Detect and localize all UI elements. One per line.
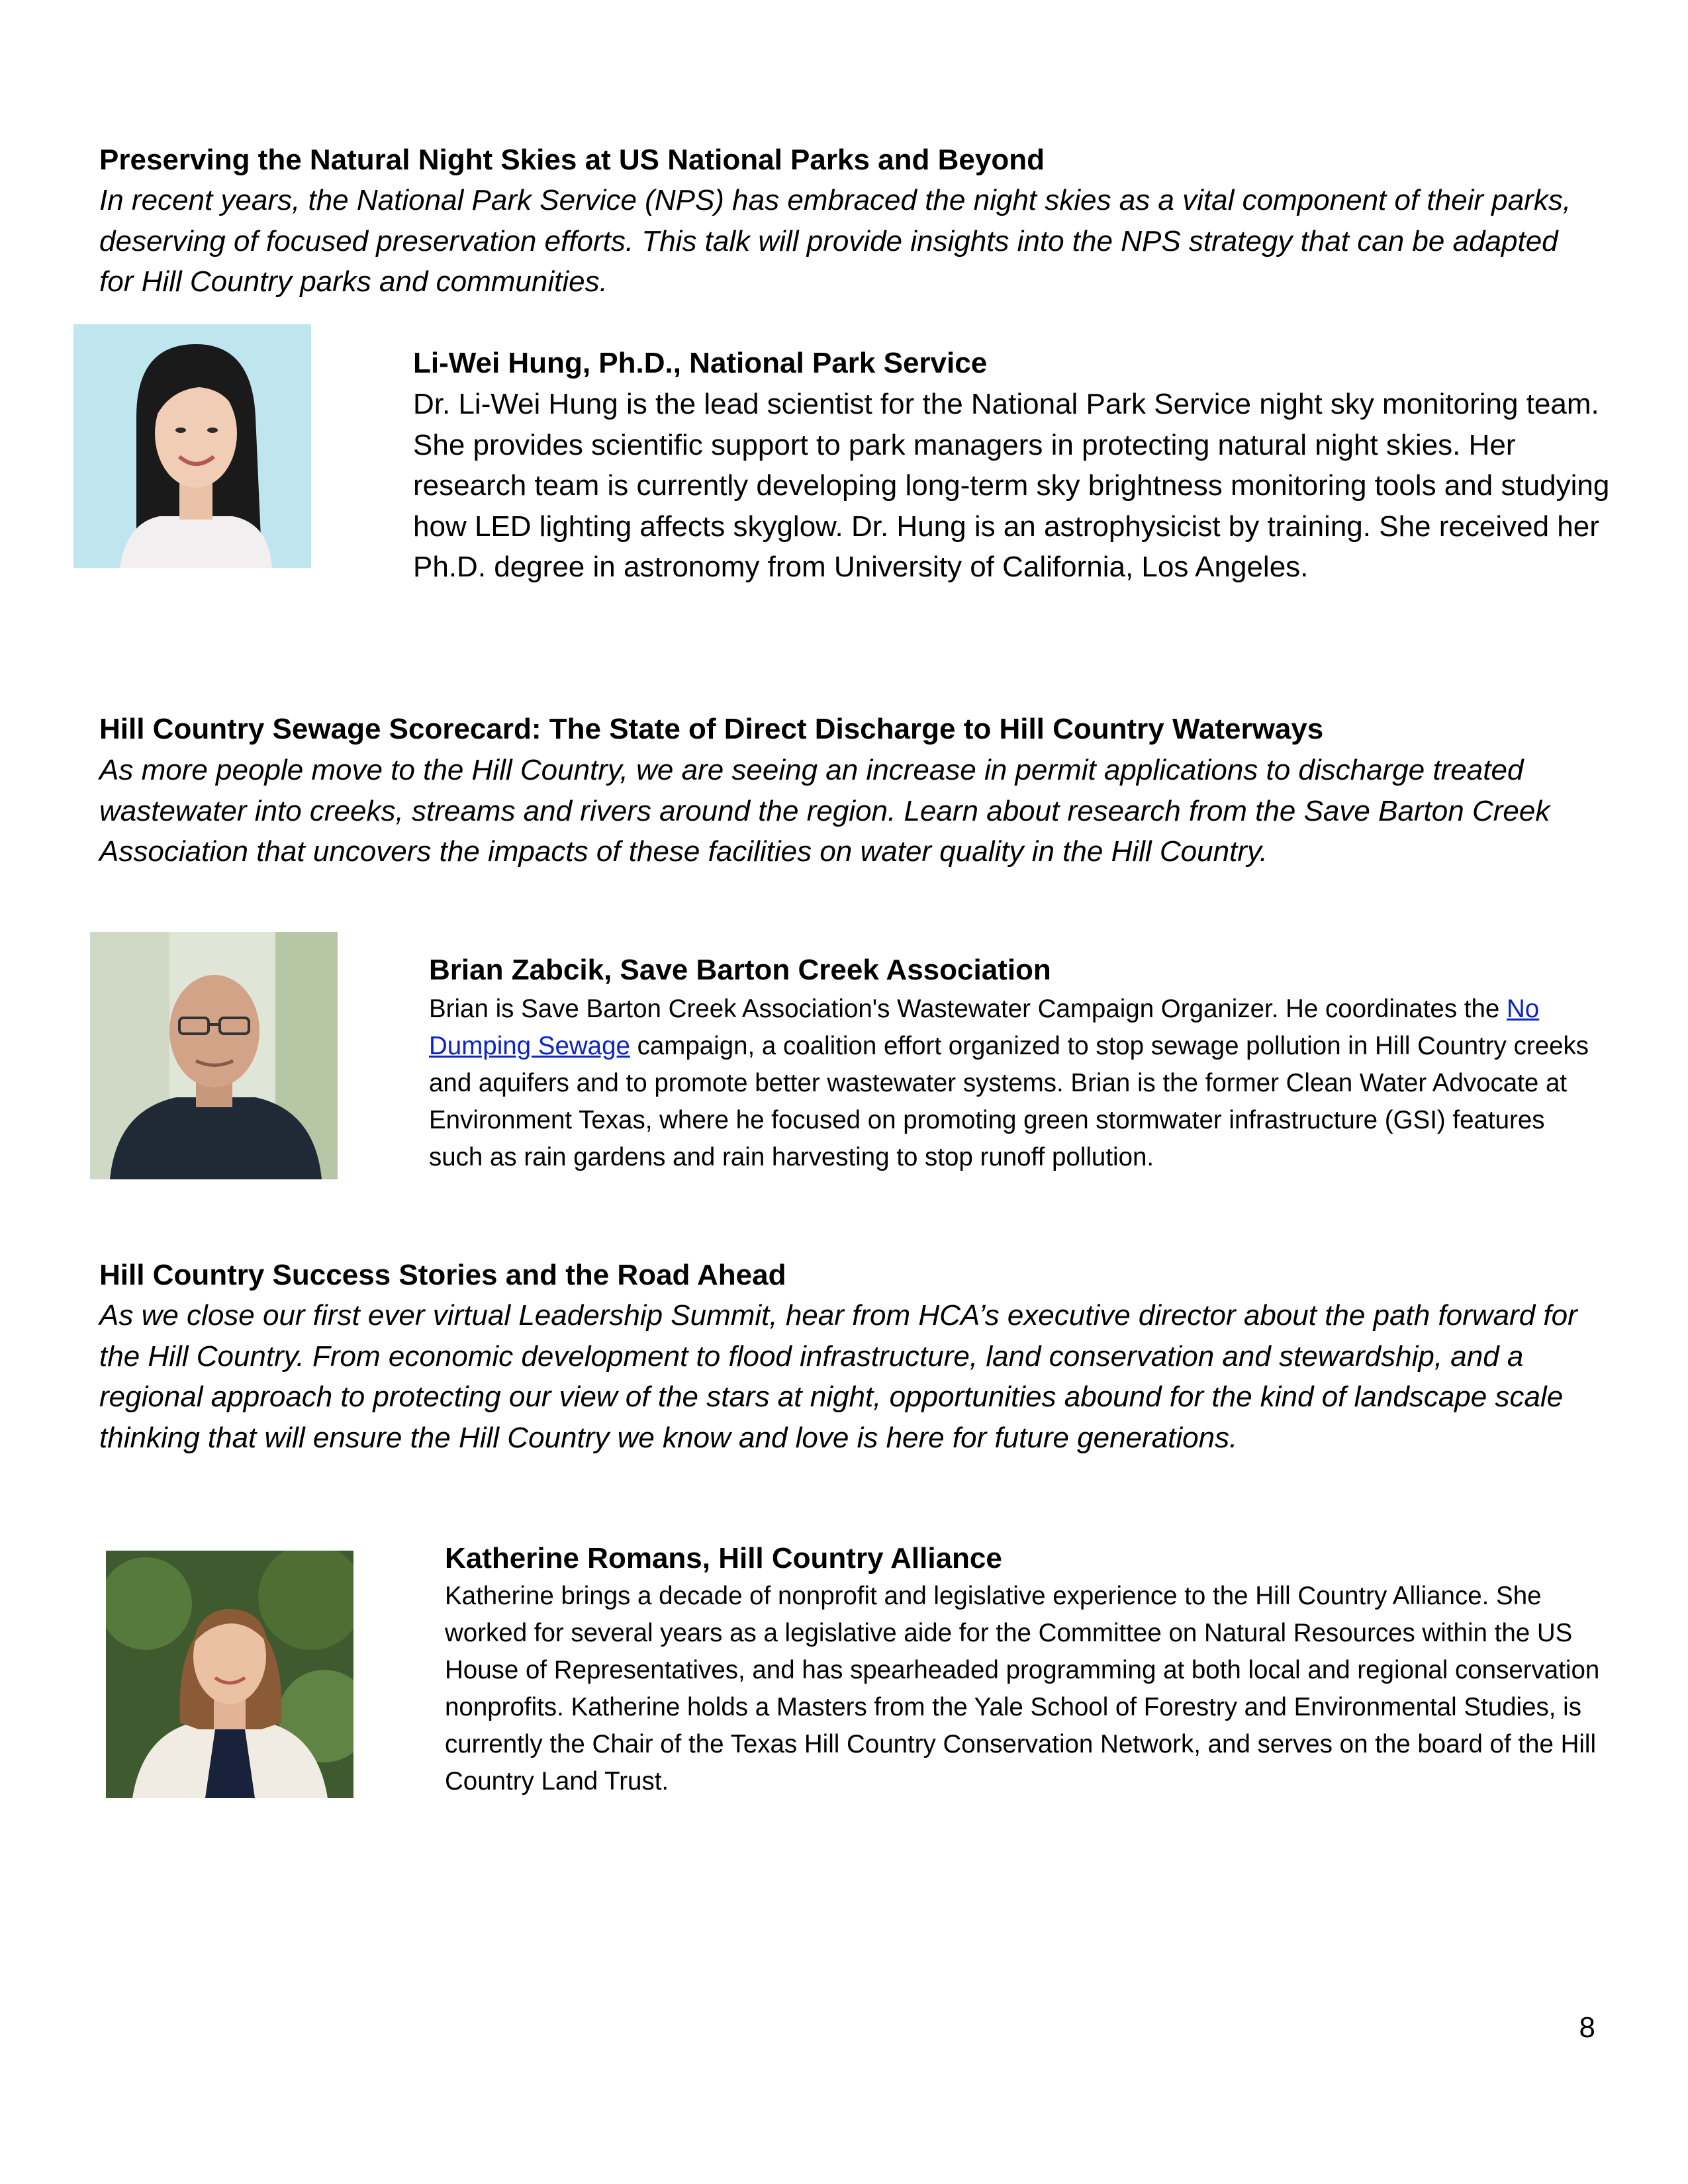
speaker-name-li-wei-hung: Li-Wei Hung, Ph.D., National Park Service (413, 347, 988, 379)
speaker-bio-katherine-romans: Katherine brings a decade of nonprofit and legislative experience to the Hill Country Alliance. She worked for several years as a legislative aide for the Committee on Natural Resources within the US House of Representatives, and has spearheaded programming at both local and regional conservation nonprofits. Katherine holds a Masters from the Yale School of Forestry and Environmental Studies, is currently the Chair of the Texas Hill Country Conservation Network, and serves on the board of the Hill Country Land Trust. (445, 1582, 1600, 1796)
speaker-bio-li-wei-hung: Dr. Li-Wei Hung is the lead scientist for the National Park Service night sky monitoring team. She provides scientific support to park managers in protecting natural night skies. Her research team is currently developing long-term sky brightness monitoring tools and studying how LED lighting affects skyglow. Dr. Hung is an astrophysicist by training. She received her Ph.D. degree in astronomy from University of California, Los Angeles. (413, 388, 1610, 583)
speaker-name-brian-zabcik: Brian Zabcik, Save Barton Creek Association (429, 954, 1051, 986)
no-dumping-sewage-link[interactable]: No Dumping Sewage (429, 995, 1540, 1060)
speaker-photo-li-wei-hung (73, 324, 311, 568)
section-description-success-stories: As we close our first ever virtual Leadership Summit, hear from HCA’s executive director about the path forward for the Hill Country. From economic development to flood infrastructure, land conservation and stewardship, and a regional approach to protecting our view of the stars at night, opportunities abound for the kind of landscape scale thinking that will ensure the Hill Country we know and love is here for future generations. (99, 1299, 1577, 1454)
page-number: 8 (1579, 2011, 1595, 2044)
section-title-sewage-scorecard: Hill Country Sewage Scorecard: The State of Direct Discharge to Hill Country Waterways (99, 713, 1324, 745)
bio-text-part-1: Brian is Save Barton Creek Association's Wastewater Campaign Organizer. He coordinates the (429, 995, 1507, 1023)
speaker-bio-brian-zabcik (429, 991, 1594, 1176)
section-description-night-skies: In recent years, the National Park Service (NPS) has embraced the night skies as a vital component of their parks, deserving of focused preservation efforts. This talk will provide insights into the NPS strategy that can be adapted for Hill Country parks and communities. (99, 184, 1571, 298)
section-title-night-skies: Preserving the Natural Night Skies at US National Parks and Beyond (99, 144, 1045, 176)
bio-text-part-2: campaign, a coalition effort organized to stop sewage pollution in Hill Country creeks and aquifers and to promote better wastewater systems. Brian is the former Clean Water Advocate at Environment Texas, where he focused on promoting green stormwater infrastructure (GSI) features such as rain gardens and rain harvesting to stop runoff pollution. (429, 1032, 1589, 1171)
section-title-success-stories: Hill Country Success Stories and the Road Ahead (99, 1259, 786, 1291)
speaker-photo-katherine-romans (106, 1551, 353, 1798)
speaker-name-katherine-romans: Katherine Romans, Hill Country Alliance (445, 1542, 1002, 1574)
speaker-photo-brian-zabcik (90, 932, 338, 1179)
section-description-sewage-scorecard: As more people move to the Hill Country, we are seeing an increase in permit applications to discharge treated wastewater into creeks, streams and rivers around the region. Learn about research from the Save Barton Creek Association that uncovers the impacts of these facilities on water quality in the Hill Country. (99, 754, 1550, 868)
